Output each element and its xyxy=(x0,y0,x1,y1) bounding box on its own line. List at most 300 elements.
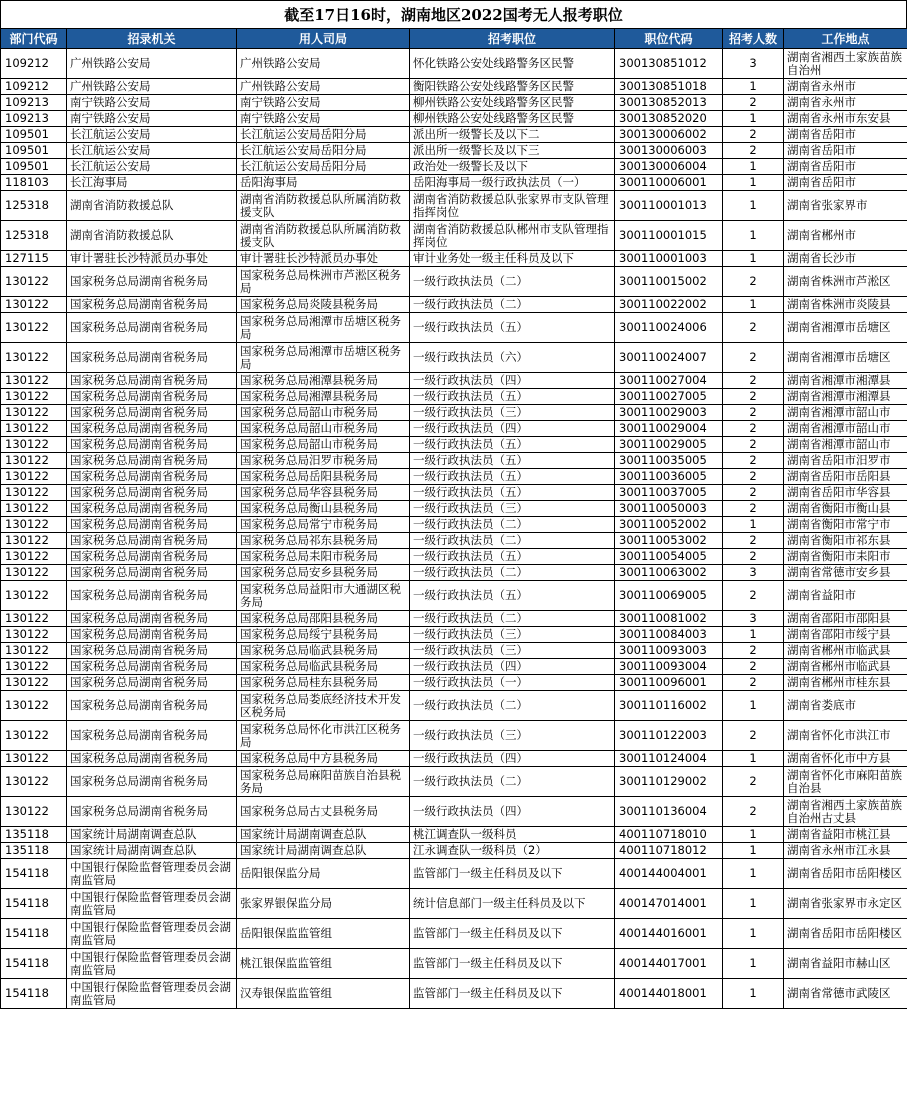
cell-position: 岳阳海事局一级行政执法员（一） xyxy=(410,175,615,191)
cell-dept-code: 154118 xyxy=(1,889,67,919)
table-row xyxy=(1,389,907,405)
cell-dept-code: 130122 xyxy=(1,437,67,453)
cell-headcount: 2 xyxy=(723,405,784,421)
cell-headcount: 2 xyxy=(723,437,784,453)
cell-recruiting-org: 国家税务总局湖南省税务局 xyxy=(67,675,237,691)
table-row xyxy=(1,767,907,797)
cell-headcount: 2 xyxy=(723,549,784,565)
cell-position-code: 300130006003 xyxy=(615,143,723,159)
cell-recruiting-org: 国家税务总局湖南省税务局 xyxy=(67,611,237,627)
cell-position: 一级行政执法员（三） xyxy=(410,405,615,421)
cell-position: 桃江调查队一级科员 xyxy=(410,827,615,843)
cell-position-code: 300110054005 xyxy=(615,549,723,565)
table-row xyxy=(1,691,907,721)
cell-hiring-bureau: 国家税务总局衡山县税务局 xyxy=(237,501,410,517)
cell-work-location: 湖南省益阳市桃江县 xyxy=(784,827,907,843)
cell-dept-code: 109212 xyxy=(1,79,67,95)
cell-headcount: 2 xyxy=(723,533,784,549)
cell-dept-code: 109501 xyxy=(1,127,67,143)
cell-work-location: 湖南省湘潭市岳塘区 xyxy=(784,313,907,343)
cell-work-location: 湖南省衡阳市常宁市 xyxy=(784,517,907,533)
table-row xyxy=(1,859,907,889)
cell-hiring-bureau: 国家税务总局株洲市芦淞区税务局 xyxy=(237,267,410,297)
table-row xyxy=(1,889,907,919)
cell-position-code: 300110036005 xyxy=(615,469,723,485)
cell-work-location: 湖南省岳阳市汨罗市 xyxy=(784,453,907,469)
cell-dept-code: 130122 xyxy=(1,389,67,405)
table-row xyxy=(1,373,907,389)
cell-position-code: 300110006001 xyxy=(615,175,723,191)
cell-hiring-bureau: 国家税务总局韶山市税务局 xyxy=(237,405,410,421)
cell-dept-code: 154118 xyxy=(1,949,67,979)
cell-position-code: 300110027005 xyxy=(615,389,723,405)
cell-recruiting-org: 广州铁路公安局 xyxy=(67,49,237,79)
cell-dept-code: 130122 xyxy=(1,611,67,627)
cell-position-code: 300110029005 xyxy=(615,437,723,453)
cell-position-code: 300110122003 xyxy=(615,721,723,751)
cell-work-location: 湖南省湘潭市韶山市 xyxy=(784,437,907,453)
table-row xyxy=(1,919,907,949)
table-row xyxy=(1,827,907,843)
table-row xyxy=(1,533,907,549)
cell-position-code: 300110029004 xyxy=(615,421,723,437)
cell-recruiting-org: 国家税务总局湖南省税务局 xyxy=(67,389,237,405)
cell-recruiting-org: 中国银行保险监督管理委员会湖南监管局 xyxy=(67,919,237,949)
cell-position-code: 300130006002 xyxy=(615,127,723,143)
cell-position-code: 300110136004 xyxy=(615,797,723,827)
cell-headcount: 2 xyxy=(723,485,784,501)
cell-dept-code: 125318 xyxy=(1,221,67,251)
cell-dept-code: 127115 xyxy=(1,251,67,267)
cell-dept-code: 154118 xyxy=(1,919,67,949)
cell-dept-code: 130122 xyxy=(1,313,67,343)
cell-work-location: 湖南省益阳市 xyxy=(784,581,907,611)
cell-work-location: 湖南省岳阳市 xyxy=(784,127,907,143)
table-header-row xyxy=(1,29,907,49)
table-row xyxy=(1,191,907,221)
cell-recruiting-org: 中国银行保险监督管理委员会湖南监管局 xyxy=(67,979,237,1009)
cell-headcount: 2 xyxy=(723,267,784,297)
cell-headcount: 2 xyxy=(723,389,784,405)
cell-position-code: 300110063002 xyxy=(615,565,723,581)
cell-dept-code: 130122 xyxy=(1,343,67,373)
cell-position: 政治处一级警长及以下 xyxy=(410,159,615,175)
cell-hiring-bureau: 湖南省消防救援总队所属消防救援支队 xyxy=(237,191,410,221)
cell-hiring-bureau: 国家税务总局汨罗市税务局 xyxy=(237,453,410,469)
cell-position: 一级行政执法员（五） xyxy=(410,453,615,469)
cell-headcount: 2 xyxy=(723,501,784,517)
cell-headcount: 1 xyxy=(723,111,784,127)
cell-dept-code: 135118 xyxy=(1,827,67,843)
cell-position-code: 400144017001 xyxy=(615,949,723,979)
table-row xyxy=(1,659,907,675)
cell-dept-code: 130122 xyxy=(1,485,67,501)
cell-recruiting-org: 国家税务总局湖南省税务局 xyxy=(67,721,237,751)
cell-hiring-bureau: 国家税务总局怀化市洪江区税务局 xyxy=(237,721,410,751)
cell-hiring-bureau: 岳阳银保监监管组 xyxy=(237,919,410,949)
cell-position-code: 300110029003 xyxy=(615,405,723,421)
cell-dept-code: 130122 xyxy=(1,549,67,565)
cell-recruiting-org: 国家税务总局湖南省税务局 xyxy=(67,565,237,581)
cell-headcount: 2 xyxy=(723,797,784,827)
cell-position: 一级行政执法员（五） xyxy=(410,581,615,611)
cell-dept-code: 130122 xyxy=(1,675,67,691)
cell-recruiting-org: 中国银行保险监督管理委员会湖南监管局 xyxy=(67,949,237,979)
table-row xyxy=(1,267,907,297)
cell-position: 一级行政执法员（四） xyxy=(410,421,615,437)
cell-hiring-bureau: 国家税务总局安乡县税务局 xyxy=(237,565,410,581)
cell-dept-code: 109501 xyxy=(1,143,67,159)
cell-recruiting-org: 国家税务总局湖南省税务局 xyxy=(67,549,237,565)
cell-headcount: 2 xyxy=(723,767,784,797)
cell-position: 一级行政执法员（二） xyxy=(410,691,615,721)
cell-position: 一级行政执法员（二） xyxy=(410,565,615,581)
cell-hiring-bureau: 广州铁路公安局 xyxy=(237,79,410,95)
cell-headcount: 2 xyxy=(723,127,784,143)
cell-hiring-bureau: 国家税务总局湘潭市岳塘区税务局 xyxy=(237,343,410,373)
table-row xyxy=(1,313,907,343)
cell-position: 统计信息部门一级主任科员及以下 xyxy=(410,889,615,919)
table-body xyxy=(1,49,907,1009)
cell-hiring-bureau: 国家税务总局益阳市大通湖区税务局 xyxy=(237,581,410,611)
header-position-code: 职位代码 xyxy=(615,29,723,49)
cell-dept-code: 109213 xyxy=(1,95,67,111)
table-row xyxy=(1,95,907,111)
cell-dept-code: 109212 xyxy=(1,49,67,79)
cell-headcount: 1 xyxy=(723,191,784,221)
cell-headcount: 1 xyxy=(723,949,784,979)
cell-work-location: 湖南省衡阳市祁东县 xyxy=(784,533,907,549)
cell-position: 监管部门一级主任科员及以下 xyxy=(410,919,615,949)
cell-hiring-bureau: 国家税务总局炎陵县税务局 xyxy=(237,297,410,313)
cell-dept-code: 130122 xyxy=(1,297,67,313)
cell-headcount: 1 xyxy=(723,827,784,843)
cell-hiring-bureau: 国家税务总局韶山市税务局 xyxy=(237,437,410,453)
cell-position-code: 400144016001 xyxy=(615,919,723,949)
cell-position-code: 300110093004 xyxy=(615,659,723,675)
cell-headcount: 3 xyxy=(723,49,784,79)
table-row xyxy=(1,437,907,453)
cell-position: 一级行政执法员（三） xyxy=(410,627,615,643)
cell-hiring-bureau: 国家税务总局湘潭市岳塘区税务局 xyxy=(237,313,410,343)
cell-dept-code: 130122 xyxy=(1,267,67,297)
cell-work-location: 湖南省长沙市 xyxy=(784,251,907,267)
table-row xyxy=(1,797,907,827)
table-row xyxy=(1,143,907,159)
cell-hiring-bureau: 湖南省消防救援总队所属消防救援支队 xyxy=(237,221,410,251)
cell-position-code: 300110093003 xyxy=(615,643,723,659)
cell-headcount: 1 xyxy=(723,159,784,175)
cell-recruiting-org: 国家税务总局湖南省税务局 xyxy=(67,469,237,485)
cell-headcount: 2 xyxy=(723,659,784,675)
header-work-location: 工作地点 xyxy=(784,29,907,49)
cell-work-location: 湖南省岳阳市岳阳楼区 xyxy=(784,859,907,889)
cell-position-code: 300110001013 xyxy=(615,191,723,221)
cell-work-location: 湖南省岳阳市 xyxy=(784,143,907,159)
header-recruiting-org: 招录机关 xyxy=(67,29,237,49)
cell-hiring-bureau: 国家税务总局祁东县税务局 xyxy=(237,533,410,549)
cell-headcount: 2 xyxy=(723,421,784,437)
cell-hiring-bureau: 桃江银保监监管组 xyxy=(237,949,410,979)
cell-position: 一级行政执法员（二） xyxy=(410,533,615,549)
cell-work-location: 湖南省郴州市桂东县 xyxy=(784,675,907,691)
cell-work-location: 湖南省邵阳市邵阳县 xyxy=(784,611,907,627)
cell-work-location: 湖南省株洲市芦淞区 xyxy=(784,267,907,297)
cell-work-location: 湖南省衡阳市耒阳市 xyxy=(784,549,907,565)
cell-recruiting-org: 国家税务总局湖南省税务局 xyxy=(67,405,237,421)
cell-recruiting-org: 长江航运公安局 xyxy=(67,159,237,175)
cell-position-code: 300110024007 xyxy=(615,343,723,373)
cell-position-code: 300110035005 xyxy=(615,453,723,469)
cell-hiring-bureau: 国家税务总局麻阳苗族自治县税务局 xyxy=(237,767,410,797)
cell-work-location: 湖南省岳阳市岳阳县 xyxy=(784,469,907,485)
table-row xyxy=(1,751,907,767)
cell-recruiting-org: 国家税务总局湖南省税务局 xyxy=(67,691,237,721)
cell-position-code: 300110116002 xyxy=(615,691,723,721)
cell-work-location: 湖南省永州市 xyxy=(784,95,907,111)
cell-hiring-bureau: 长江航运公安局岳阳分局 xyxy=(237,127,410,143)
cell-position: 一级行政执法员（五） xyxy=(410,389,615,405)
cell-position-code: 400144004001 xyxy=(615,859,723,889)
cell-position-code: 400110718012 xyxy=(615,843,723,859)
header-position: 招考职位 xyxy=(410,29,615,49)
cell-hiring-bureau: 国家税务总局韶山市税务局 xyxy=(237,421,410,437)
cell-position-code: 300110081002 xyxy=(615,611,723,627)
cell-recruiting-org: 国家税务总局湖南省税务局 xyxy=(67,453,237,469)
cell-hiring-bureau: 国家税务总局常宁市税务局 xyxy=(237,517,410,533)
cell-position-code: 300110052002 xyxy=(615,517,723,533)
cell-hiring-bureau: 南宁铁路公安局 xyxy=(237,95,410,111)
cell-position-code: 300110084003 xyxy=(615,627,723,643)
cell-headcount: 2 xyxy=(723,143,784,159)
cell-work-location: 湖南省永州市 xyxy=(784,79,907,95)
cell-headcount: 1 xyxy=(723,889,784,919)
cell-hiring-bureau: 国家税务总局耒阳市税务局 xyxy=(237,549,410,565)
table-row xyxy=(1,221,907,251)
cell-recruiting-org: 南宁铁路公安局 xyxy=(67,95,237,111)
cell-position: 柳州铁路公安处线路警务区民警 xyxy=(410,111,615,127)
cell-headcount: 1 xyxy=(723,221,784,251)
table-row xyxy=(1,175,907,191)
cell-headcount: 1 xyxy=(723,859,784,889)
cell-position-code: 300110050003 xyxy=(615,501,723,517)
cell-hiring-bureau: 国家税务总局华容县税务局 xyxy=(237,485,410,501)
cell-position: 一级行政执法员（五） xyxy=(410,313,615,343)
cell-hiring-bureau: 国家税务总局桂东县税务局 xyxy=(237,675,410,691)
cell-recruiting-org: 长江航运公安局 xyxy=(67,143,237,159)
cell-recruiting-org: 国家税务总局湖南省税务局 xyxy=(67,581,237,611)
cell-position: 怀化铁路公安处线路警务区民警 xyxy=(410,49,615,79)
cell-work-location: 湖南省岳阳市华容县 xyxy=(784,485,907,501)
cell-position-code: 300130006004 xyxy=(615,159,723,175)
cell-recruiting-org: 国家统计局湖南调查总队 xyxy=(67,827,237,843)
cell-headcount: 1 xyxy=(723,919,784,949)
cell-dept-code: 109501 xyxy=(1,159,67,175)
table-row xyxy=(1,49,907,79)
cell-recruiting-org: 国家税务总局湖南省税务局 xyxy=(67,313,237,343)
cell-position: 一级行政执法员（五） xyxy=(410,485,615,501)
cell-work-location: 湖南省怀化市洪江市 xyxy=(784,721,907,751)
cell-headcount: 1 xyxy=(723,979,784,1009)
cell-recruiting-org: 国家税务总局湖南省税务局 xyxy=(67,643,237,659)
cell-dept-code: 130122 xyxy=(1,797,67,827)
cell-hiring-bureau: 国家税务总局湘潭县税务局 xyxy=(237,373,410,389)
cell-dept-code: 130122 xyxy=(1,373,67,389)
table-row xyxy=(1,111,907,127)
cell-work-location: 湖南省湘潭市韶山市 xyxy=(784,405,907,421)
cell-hiring-bureau: 国家税务总局古丈县税务局 xyxy=(237,797,410,827)
cell-dept-code: 154118 xyxy=(1,979,67,1009)
cell-hiring-bureau: 岳阳海事局 xyxy=(237,175,410,191)
cell-headcount: 1 xyxy=(723,627,784,643)
cell-dept-code: 130122 xyxy=(1,405,67,421)
cell-hiring-bureau: 岳阳银保监分局 xyxy=(237,859,410,889)
table-row xyxy=(1,979,907,1009)
cell-recruiting-org: 中国银行保险监督管理委员会湖南监管局 xyxy=(67,889,237,919)
cell-dept-code: 125318 xyxy=(1,191,67,221)
cell-headcount: 2 xyxy=(723,313,784,343)
cell-hiring-bureau: 国家税务总局湘潭县税务局 xyxy=(237,389,410,405)
table-row xyxy=(1,251,907,267)
table-row xyxy=(1,643,907,659)
cell-work-location: 湖南省永州市东安县 xyxy=(784,111,907,127)
cell-position-code: 300110129002 xyxy=(615,767,723,797)
table-row xyxy=(1,517,907,533)
cell-recruiting-org: 国家税务总局湖南省税务局 xyxy=(67,751,237,767)
cell-recruiting-org: 长江海事局 xyxy=(67,175,237,191)
table-row xyxy=(1,843,907,859)
cell-hiring-bureau: 国家税务总局临武县税务局 xyxy=(237,643,410,659)
cell-recruiting-org: 湖南省消防救援总队 xyxy=(67,191,237,221)
cell-headcount: 2 xyxy=(723,675,784,691)
cell-work-location: 湖南省张家界市 xyxy=(784,191,907,221)
cell-recruiting-org: 国家税务总局湖南省税务局 xyxy=(67,533,237,549)
cell-position-code: 300110027004 xyxy=(615,373,723,389)
cell-position: 监管部门一级主任科员及以下 xyxy=(410,859,615,889)
cell-work-location: 湖南省怀化市麻阳苗族自治县 xyxy=(784,767,907,797)
table-row xyxy=(1,721,907,751)
cell-work-location: 湖南省湘西土家族苗族自治州古丈县 xyxy=(784,797,907,827)
cell-position: 一级行政执法员（四） xyxy=(410,797,615,827)
cell-work-location: 湖南省株洲市炎陵县 xyxy=(784,297,907,313)
cell-position: 一级行政执法员（三） xyxy=(410,501,615,517)
cell-headcount: 3 xyxy=(723,565,784,581)
table-row xyxy=(1,501,907,517)
cell-recruiting-org: 国家税务总局湖南省税务局 xyxy=(67,797,237,827)
cell-recruiting-org: 国家税务总局湖南省税务局 xyxy=(67,421,237,437)
cell-headcount: 2 xyxy=(723,643,784,659)
table-row xyxy=(1,611,907,627)
cell-headcount: 2 xyxy=(723,453,784,469)
cell-position: 一级行政执法员（二） xyxy=(410,267,615,297)
cell-recruiting-org: 湖南省消防救援总队 xyxy=(67,221,237,251)
cell-headcount: 1 xyxy=(723,251,784,267)
cell-hiring-bureau: 国家税务总局岳阳县税务局 xyxy=(237,469,410,485)
cell-work-location: 湖南省益阳市赫山区 xyxy=(784,949,907,979)
cell-work-location: 湖南省湘潭市韶山市 xyxy=(784,421,907,437)
cell-hiring-bureau: 审计署驻长沙特派员办事处 xyxy=(237,251,410,267)
cell-hiring-bureau: 国家统计局湖南调查总队 xyxy=(237,827,410,843)
cell-recruiting-org: 广州铁路公安局 xyxy=(67,79,237,95)
cell-position: 一级行政执法员（五） xyxy=(410,549,615,565)
cell-work-location: 湖南省湘潭市岳塘区 xyxy=(784,343,907,373)
cell-position: 一级行政执法员（二） xyxy=(410,517,615,533)
cell-headcount: 2 xyxy=(723,469,784,485)
cell-recruiting-org: 国家税务总局湖南省税务局 xyxy=(67,627,237,643)
header-dept-code: 部门代码 xyxy=(1,29,67,49)
cell-headcount: 3 xyxy=(723,611,784,627)
cell-position: 一级行政执法员（五） xyxy=(410,437,615,453)
cell-dept-code: 130122 xyxy=(1,453,67,469)
cell-position-code: 400110718010 xyxy=(615,827,723,843)
cell-position-code: 300110069005 xyxy=(615,581,723,611)
cell-headcount: 2 xyxy=(723,721,784,751)
cell-position-code: 300110037005 xyxy=(615,485,723,501)
cell-position: 江永调查队一级科员（2） xyxy=(410,843,615,859)
cell-hiring-bureau: 国家税务总局绥宁县税务局 xyxy=(237,627,410,643)
table-row xyxy=(1,627,907,643)
cell-dept-code: 130122 xyxy=(1,501,67,517)
cell-hiring-bureau: 南宁铁路公安局 xyxy=(237,111,410,127)
cell-position: 一级行政执法员（二） xyxy=(410,297,615,313)
cell-position-code: 300110001015 xyxy=(615,221,723,251)
cell-headcount: 1 xyxy=(723,517,784,533)
cell-recruiting-org: 长江航运公安局 xyxy=(67,127,237,143)
cell-dept-code: 130122 xyxy=(1,659,67,675)
table-row xyxy=(1,581,907,611)
cell-position-code: 300110024006 xyxy=(615,313,723,343)
table-row xyxy=(1,549,907,565)
cell-position-code: 300110001003 xyxy=(615,251,723,267)
cell-work-location: 湖南省湘潭市湘潭县 xyxy=(784,373,907,389)
cell-headcount: 1 xyxy=(723,843,784,859)
table-row xyxy=(1,453,907,469)
cell-position-code: 300130852020 xyxy=(615,111,723,127)
cell-dept-code: 154118 xyxy=(1,859,67,889)
cell-position: 一级行政执法员（二） xyxy=(410,767,615,797)
cell-work-location: 湖南省永州市江永县 xyxy=(784,843,907,859)
table-row xyxy=(1,297,907,313)
table-row xyxy=(1,79,907,95)
table-row xyxy=(1,949,907,979)
cell-hiring-bureau: 国家统计局湖南调查总队 xyxy=(237,843,410,859)
cell-position: 湖南省消防救援总队郴州市支队管理指挥岗位 xyxy=(410,221,615,251)
cell-recruiting-org: 国家税务总局湖南省税务局 xyxy=(67,437,237,453)
cell-work-location: 湖南省郴州市 xyxy=(784,221,907,251)
cell-hiring-bureau: 张家界银保监分局 xyxy=(237,889,410,919)
cell-hiring-bureau: 国家税务总局邵阳县税务局 xyxy=(237,611,410,627)
table-row xyxy=(1,421,907,437)
cell-recruiting-org: 国家税务总局湖南省税务局 xyxy=(67,267,237,297)
table-row xyxy=(1,127,907,143)
cell-recruiting-org: 中国银行保险监督管理委员会湖南监管局 xyxy=(67,859,237,889)
cell-work-location: 湖南省郴州市临武县 xyxy=(784,659,907,675)
table-row xyxy=(1,159,907,175)
cell-work-location: 湖南省邵阳市绥宁县 xyxy=(784,627,907,643)
cell-work-location: 湖南省湘西土家族苗族自治州 xyxy=(784,49,907,79)
cell-work-location: 湖南省岳阳市岳阳楼区 xyxy=(784,919,907,949)
table-row xyxy=(1,565,907,581)
cell-dept-code: 130122 xyxy=(1,565,67,581)
cell-dept-code: 130122 xyxy=(1,627,67,643)
cell-position-code: 300110053002 xyxy=(615,533,723,549)
cell-headcount: 1 xyxy=(723,175,784,191)
cell-position: 一级行政执法员（四） xyxy=(410,373,615,389)
positions-table xyxy=(0,28,907,1009)
cell-position-code: 300130852013 xyxy=(615,95,723,111)
table-row xyxy=(1,485,907,501)
cell-work-location: 湖南省常德市武陵区 xyxy=(784,979,907,1009)
